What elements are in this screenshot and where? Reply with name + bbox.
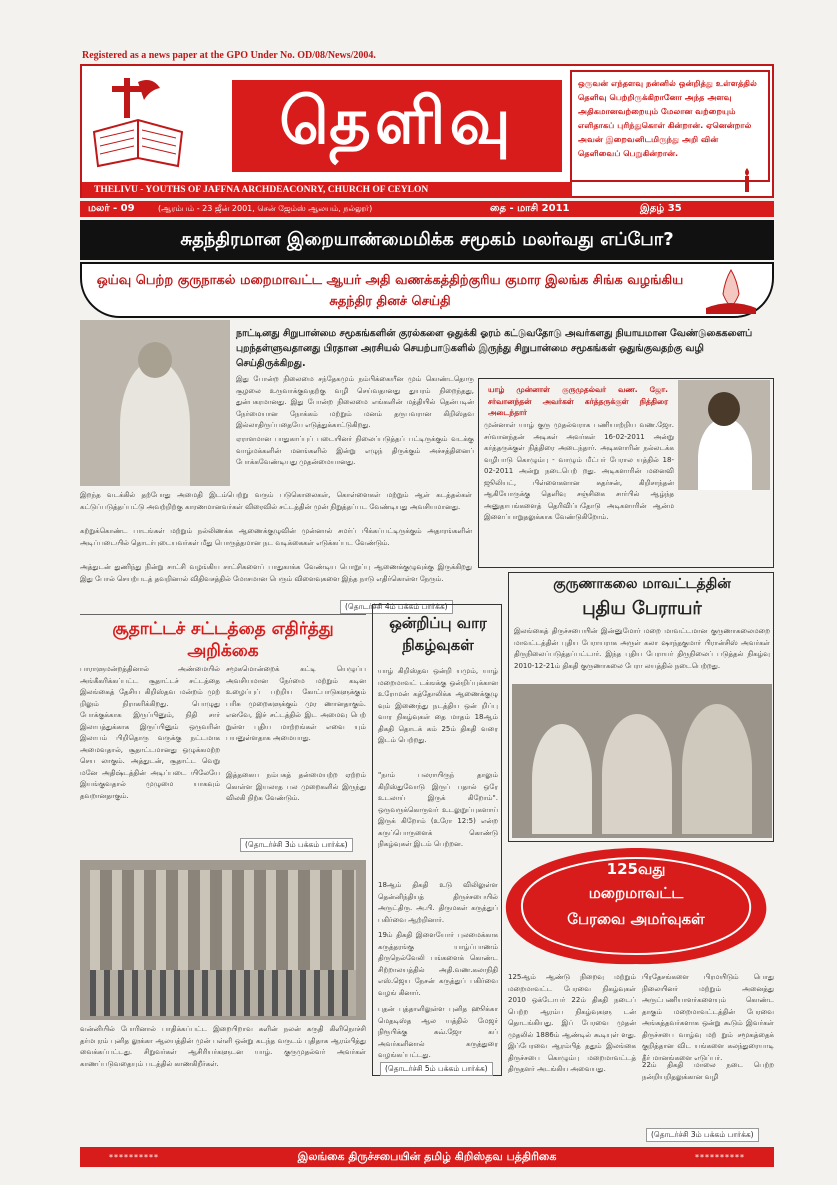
subheadline-box [80, 262, 774, 318]
masthead [80, 64, 774, 198]
masthead-title: தெளிவு [279, 85, 515, 159]
church-children-photo [80, 860, 366, 1020]
masthead-title-block [232, 80, 562, 172]
praying-hands-icon [700, 266, 762, 316]
main-article-continued: (தொடர்ச்சி 4ம் பக்கம் பார்க்க) [340, 600, 453, 614]
church-photo-caption: வன்னியில் போரினால் பாதிக்கப்பட்ட இறைபிறாவ களின் நலன் கருதி கிளிநொச்சி தர்மபுரம் புனித லூக்கா ஆலயத்தின் முன் பள்ளி ஒன்று கடந்த வருடம் புதிதாக ஆரம்பித்து வைக்கப்பட்டது. சிறுவர்கள் ஆசிரியர்களுடன யாழ். குருமுதல்வர் அவர்கள் காணப்படுவதையும் படத்தில் காணகிறீர்கள். [80, 1025, 366, 1068]
masthead-banner: THELIVU - YOUTHS OF JAFFNA ARCHDEACONRY, CHURCH OF CEYLON [82, 182, 572, 198]
bible-cross-logo [86, 72, 190, 176]
bishop-photo [80, 320, 230, 486]
gambling-title: சூதாட்டச் சட்டத்தை எதிர்த்து அறிக்கை [112, 619, 334, 661]
gambling-col2b: இத்தகைய நம்பகத் தன்மையற்ற ஏற்றம் கொள்ள இயலாத பல முறைகளில் இருந்து விலகி நிற்க வேண்டும். [226, 771, 366, 802]
registration-note: Registered as a news paper at the GPO Under No. OD/08/News/2004. [82, 50, 376, 61]
unity-week-text3: 18ஆம் திகதி உடு விலிலுள்ள தென்னிந்தியத் திருச்சபையில் அருட்திரு. அ.பி. திருமகள் கருத்துப் பகிர்வை ஆற்றினார். [378, 881, 498, 924]
footer-title: இலங்கை திருச்சபையின் தமிழ் கிறிஸ்தவ பத்திரிகை [297, 1149, 557, 1163]
unity-week-title: ஒன்றிப்பு வார நிகழ்வுகள் [389, 614, 487, 654]
unity-week-continued: (தொடர்ச்சி 5ம் பக்கம் பார்க்க) [380, 1062, 493, 1076]
gambling-col1: பாராளுமன்றத்தினால் அண்மையில் அங்கீகரிக்கப்பட்ட சூதாட்டச் சட்டத்தை இலங்கைத் தேசிய கிறிஸ்தவ மன்றம் முற் றிலும் நிராகரிக்கிறது. பொழுது போக்குக்காக இருப்பினும், நிதி சார் இலாபத்துக்காக இருப்பினும் ஒருவரின் இலாபம் பிறிதொரு வருக்கு நட்டமாக அமைவதால், சூதாட்டமானது ஒழுக்கமற்ற செய லாகும். அத்துடன், சூதாட்ட வெறு மனே அதிஷ்டத்தின் அடிப்படை யிலேயே இயங்குவதால் முழுமை யாகவும் தவறானதாகும். [80, 665, 220, 800]
issue-volume: மலர் - 09 [88, 203, 135, 214]
subheadline: ஒய்வு பெற்ற குருநாகல் மறைமாவட்ட ஆயர் அதி வணக்கத்திற்குரிய குமார இலங்க சிங்க வழங்கிய சுதந்திர தினச் செய்தி [96, 273, 684, 309]
headline: சுதந்திரமான இறையாண்மைமிக்க சமூகம் மலர்வது எப்போ? [80, 220, 774, 260]
main-article-para1: இது போன்ற நிலைமை சந்தேகமும் நம்பிக்கையீன மும் கொண்டதொரு சூழலை உருவாக்குவதற்கு வழி செய்வதானது துயரம் நிறைந்தது, துன்பகரமானது. இது போன்ற நிலைமை எங்களின் மத்தியில் தென்படின் நேர்மையான நோக்கம் மற்றும் மனம் தருபவரான கிறிஸ்தவ இல்லாதிருப்பதையே எடுத்துக்காட்டுகிறது. [236, 375, 474, 429]
main-article-para3: இறந்த வடக்கில் தற்போது அமைதி இடம்பெற்று வரும் படுகொலைகள், கொள்ளைகள் மற்றும் ஆள் கடத்தல்கள் கட்டுப்படுத்தப்பட்டு அவற்றிற்கு காரணமானவர்கள் விரைவில் சட்டத்தின் முன் நிறுத்தப்பட வேண்டியது அவசியமானது. [80, 491, 472, 511]
anniversary-continued: (தொடர்ச்சி 3ம் பக்கம் பார்க்க) [646, 1128, 759, 1142]
gambling-col2: சமூகமொன்றைக் கட்டி யெழுப்ப அவசியமான நேர்மை மற்றும் கடின உழைப்புப் பற்றிய கோட்பாடுகளுக்கும் பரிசு முறைகளுக்கும் முர ணானதாகும். எனவே, இச் சட்டத்தில் இட அமைவு பெற் றுள்ள புதிய மாற்றங்கள் எவை யும் பயனுள்ளதாக அமையாது. [226, 665, 366, 742]
anniversary-col2b: 22ம் திகதி மாலை நடை பெற்ற நன்றியறிதலுக்கான வழி [642, 1061, 774, 1081]
candle-icon [732, 166, 762, 196]
obituary-title: யாழ் முன்னாள் குருமுதல்வர் வண. ஜோ. சர்வானந்தன் அவர்கள் கர்த்தருக்குள் நித்திரை அடைந்தார் [488, 385, 668, 417]
issue-bar [80, 201, 774, 217]
gambling-continued: (தொடர்ச்சி 3ம் பக்கம் பார்க்க) [240, 838, 353, 852]
issue-month: தை - மாசி 2011 [490, 203, 570, 214]
new-bishop-text: இலங்கைத் திருச்சபையின் இன்னுமோர் மறை மாவட்டமான குருணாகலைமறை மாவட்டத்தின் புதிய பேராயராக அருள் கலா ஷாந்தகுமார் பிரான்சிஸ் அவர்கள் திருநிலைப்படுத்தப்பட்டார். இந்த புதிய பேராயர் திருநிலைப் படுத்தல் நிகழ்வு 2010-12-21ம் திகதி குருணாகலை பேரா லயத்தில் நடைபெற்றது. [514, 627, 770, 670]
lead-text: நாட்டினது சிறுபான்மை சமூகங்களின் குரல்களை ஒதுக்கி ஓரம் கட்டுவதோடு அவர்களது நியாயமான வேண்டுகைகளைப் புறந்தள்ளுவதானது பிரதான அரசியல் செயற்பாடுகளில் இருந்து சிறுபான்மை சமூகங்கள் ஒதுங்குவதற்கு வழி செய்திருக்கிறது. [236, 328, 753, 369]
consecration-photo [512, 684, 772, 838]
anniversary-col1: 125ஆம் ஆண்டு நிறைவு மற்றும் மறைமாவட்ட பேரவை நிகழ்வுகள் 2010 ஒக்டோபர் 22ம் திகதி நடைப் பெற்ற ஆரம்ப நிகழ்வுகளு டன் தொடங்கியது. இப் பேரவை முதன் முதலில் 1886ம் ஆண்டில் கூடியுள் ளது. இப்பேரவை ஆரம்பித் ததும் இலங்கை திருச்சபை கொழும்பு மறைமாவட்டத் திருதளர் அடங்கிய அவையது. [508, 973, 636, 1073]
anniversary-sticker-line1: 125வது [606, 860, 666, 878]
anniversary-sticker-line3: பேரவை அமர்வுகள் [567, 910, 705, 928]
obituary-photo [678, 380, 770, 490]
footer-stars-left: ********** [109, 1152, 159, 1162]
footer-stars-right: ********** [695, 1152, 745, 1162]
unity-week-text5: புதன் புத்தாளிலுள்ள புனித ஹூக்கா மெதடிஸ்த ஆல யத்தில் மேஜர் நிரூபிக்கு கவ்.ஜோ கப் அவர்களினால் கருத்துரை வழங்கப்பட்டது. [378, 1005, 498, 1059]
new-bishop-title-line1: குருணாகலை மாவட்டத்தின் [553, 576, 731, 592]
main-article-para2: ஏராளமான பாதுகாப்புப் படையினர் நிலைப்படுத்தப் பட்டிருக்கும் வடக்கு வாழ்மக்களின் மனங்களில் இன்று எழுந் திருக்கும் அச்சத்தினைப் போக்கவேண்டியது முதன்மையானது. [236, 435, 474, 466]
new-bishop-title-line2: புதிய பேராயர் [582, 598, 702, 619]
obituary-text: முன்னாள் யாழ் குரு முதல்வராக பணியாற்றிய வண.ஜோ. சர்வானந்தன் அடிகள் அவர்கள் 16-02-2011 அன்று கர்த்தருக்குள் நித்திரை அடைந்தார். அடிகளாரின் நல்லடக்க வழிபாடு கொழும்பு - வாழும் மீட்பர் பேரால யத்தில் 18-02-2011 அன்று நடைபெற் றது. அடிகளாரின் மனைவி ஜூலியட், பிள்ளைகளான சுதர்சன், கிறிசாந்தன் ஆகியோருக்கு தெளிவு சஞ்சிகை சார்பில் ஆழ்ந்த அனுதாபங்களைத் தெரிவிப்பதோடு அடிகளாரின் ஆன்ம இளைப்பாறுதலுக்காக வேண்டுகிறோம். [484, 421, 674, 521]
unity-week-text2: "நாம் பலராயிருந் தாலும் கிறிஸ்துவோடு இருப் பதால் ஒரே உடலாய் இருக் கிறோம்". ஒருவருக்கொருவர் உடலுறுப்புகளாய் இருக் கிறோம் (உரோ 12:5) என்ற கருப்பொருளைக் கொண்டு நிகழ்வுகள் இடம் பெற்றன. [378, 771, 498, 848]
issue-number: இதழ் 35 [640, 203, 682, 214]
anniversary-col2: பிரதேசங்களை பிரமயிடும் பொது நிலையினர் மற்றும் அனைத்து அருட்பணியாளர்களையும் கொண்ட தாகும் மறைமாவட்டத்தின் பேரவை அங்கத்தவர்களாக ஒன்று கூடும் இவர்கள் திருச்சபை வாழ்வு மற் றும் சமூகத்தைக் குறித்தான விட யங்களை கலந்துரையாடி தீர் மானங்களை எடுப்பர். [642, 973, 774, 1062]
unity-week-text4: 19ம் திகதி இளையோர் புலமைக்காக கருத்தரங்கு யாழ்ப்பாணம் திருநெல்வேலி பங்களைக் கொண்ட சிற்றாலயத்தில் அதி.வண.கலாநிதி எஸ்.ஜெய நேசன் கருத்துப் பகிர்வை வழங் கினார். [378, 931, 498, 997]
gambling-rule [80, 614, 366, 615]
main-article-para4: கற்றுக்கொண்ட பாடங்கள் மற்றும் நல்லிணக்க ஆணைக்குழுவின் முன்னால் சமர்ப் பிக்கப்பட்டிருக்கும் அதாரங்களின் அடிப்படையில் தொடர்புடையவர்கள் மீது பொருத்தமான நட வடிக்கைகள் எடுக்கப்பட வேண்டும். [80, 527, 472, 547]
main-article-para5: அத்துடன் துணிந்து நின்று சாட்சி வழங்கிய சாட்சிகளைப் பாதுகாக்க வேண்டிய பொறுப்பு ஆணைக்குழுவுக்கு இருக்கிறது இது போல் செயற்படத் தவறினால் விதிவசத்தில் மோசமான பெரும் விளைவுகளை இந்த நாடு எதிர்கொள்ள நேரும். [80, 563, 472, 583]
masthead-quote: ஒருவன் எந்தளவு நன்னில் ஒன்றித்து உள்ளத்தில் தெளிவு பெற்றிருக்கிறானோ அந்த அளவு அதிகமானவற்றையும் மேலான வற்றையும் எளிதாகப் புரிந்துகொள் கின்றான். ஏனென்றால் அவன் இறைவனிடமிருந்து அறி வின் தெளிவைப் பெறுகின்றான். [570, 70, 770, 182]
footer-bar [80, 1147, 774, 1167]
unity-week-text1: யாழ் கிறிஸ்தவ ஒன்றி யமும், யாழ் மறைமாவட் டக்ஙக்கு ஒன்றிப்புக்கான உரோமன் கத்தோலிக்க ஆணைக்குழு வும் இணைந்து நடத்திய ஒன் றிப்பு வார நிகழ்வுகள் தை மாதம் 18ஆம் திகதி தொடக் கம் 25ம் திகதி வரை இடம் பெற்றது. [378, 667, 498, 744]
anniversary-sticker-line2: மறைமாவட்ட [588, 884, 684, 902]
issue-established: (ஆரம்பம் - 23 ஜீன் 2001, சென் ஜேம்ஸ் ஆலயம், நல்லூர்) [158, 204, 373, 213]
